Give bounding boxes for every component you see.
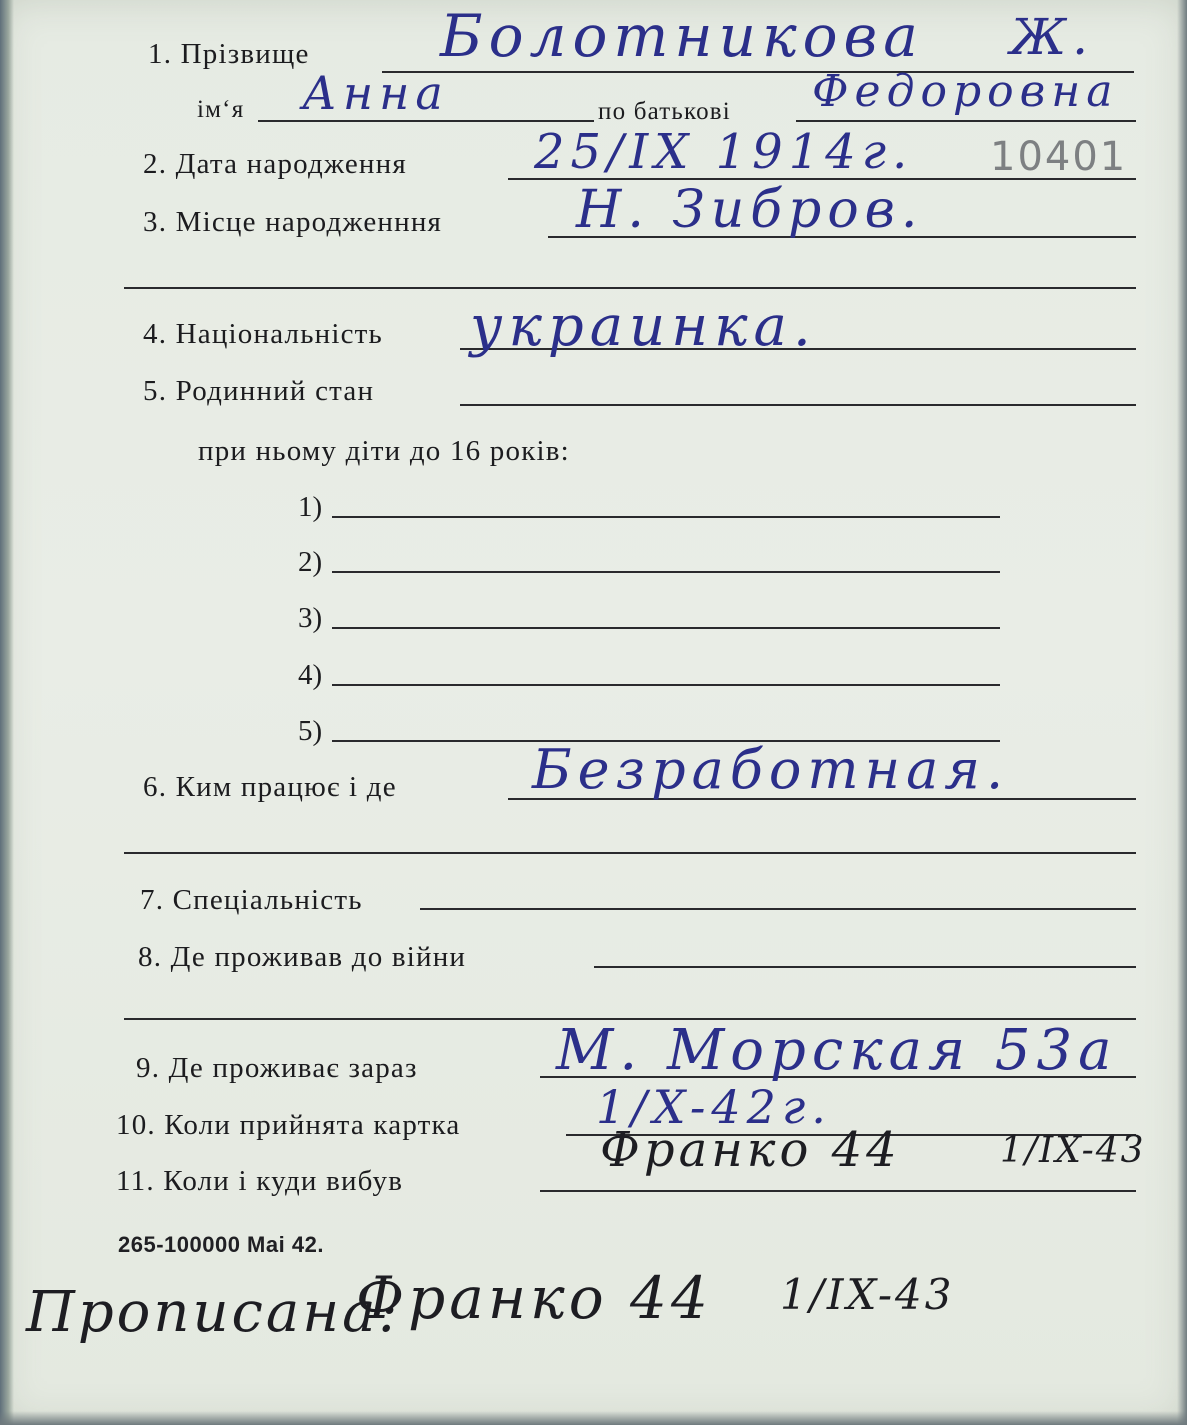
child-line-1 [332, 516, 1000, 518]
child-number-2: 2) [298, 546, 323, 578]
surname-label: 1. Прізвище [148, 38, 310, 70]
birth-date-label: 2. Дата народження [143, 148, 407, 180]
child-line-3 [332, 627, 1000, 629]
card-edge-shadow-right [1177, 0, 1187, 1425]
child-number-1: 1) [298, 491, 323, 523]
child-line-4 [332, 684, 1000, 686]
prewar-residence-label: 8. Де проживав до війни [138, 941, 467, 973]
current-residence-label: 9. Де проживає зараз [136, 1052, 418, 1084]
child-number-5: 5) [298, 715, 323, 747]
card-edge-shadow-left [0, 0, 14, 1425]
name-label: ім‘я [197, 96, 245, 123]
child-number-3: 3) [298, 602, 323, 634]
nationality-label: 4. Національність [143, 318, 383, 350]
surname-mark-entry: Ж. [1010, 8, 1095, 66]
birth-date-entry: 25/IX 1914г. [534, 124, 914, 180]
registered-date-entry: 1/IX-43 [780, 1270, 955, 1319]
departure-line [540, 1190, 1136, 1192]
specialty-line [420, 908, 1136, 910]
departure-date-entry: 1/IX-43 [1000, 1130, 1146, 1171]
card-accepted-label: 10. Коли прийнята картка [116, 1109, 461, 1141]
work-extra-line [124, 852, 1136, 854]
patronymic-entry: Федоровна [812, 66, 1119, 117]
surname-entry: Болотникова [440, 2, 924, 70]
patronymic-label: по батькові [598, 98, 731, 125]
registered-label-entry: Прописана: [26, 1280, 401, 1345]
registration-number: 10401 [990, 134, 1128, 180]
specialty-label: 7. Спеціальність [140, 884, 363, 916]
marital-status-line [460, 404, 1136, 406]
work-entry: Безработная. [532, 738, 1010, 801]
child-line-2 [332, 571, 1000, 573]
child-number-4: 4) [298, 659, 323, 691]
marital-status-label: 5. Родинний стан [143, 375, 375, 407]
card-edge-shadow-bottom [0, 1411, 1187, 1425]
work-label: 6. Ким працює і де [143, 771, 397, 803]
prewar-residence-line [594, 966, 1136, 968]
name-line [258, 120, 594, 122]
birth-place-entry: Н. Зибров. [576, 180, 924, 240]
card-accepted-entry: 1/X-42г. [596, 1080, 832, 1134]
birth-place-label: 3. Місце народженння [143, 206, 443, 238]
children-label: при ньому діти до 16 років: [198, 435, 570, 467]
current-residence-entry: М. Морская 53а [556, 1018, 1118, 1083]
patronymic-line [796, 120, 1136, 122]
name-entry: Анна [302, 66, 449, 120]
print-code: 265-100000 Mai 42. [118, 1232, 324, 1257]
departure-address-entry: Франко 44 [600, 1122, 901, 1178]
registered-address-entry: Франко 44 [356, 1264, 712, 1332]
departure-label: 11. Коли і куди вибув [116, 1165, 404, 1197]
nationality-entry: украинка. [470, 294, 817, 359]
birth-place-extra-line [124, 287, 1136, 289]
